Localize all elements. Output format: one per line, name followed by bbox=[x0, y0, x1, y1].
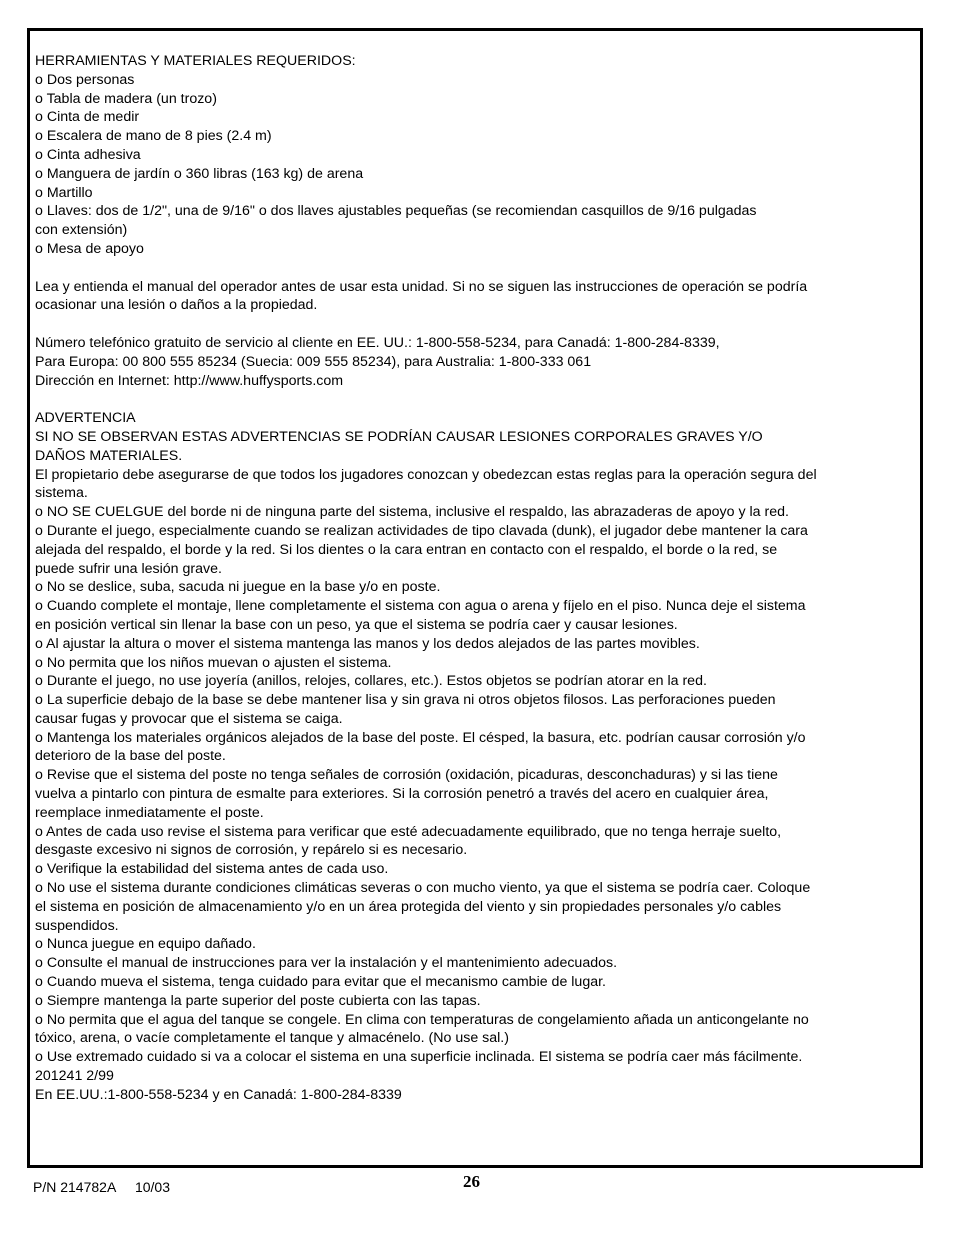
warning-line: 201241 2/99 bbox=[35, 1068, 114, 1085]
part-number: P/N 214782A 10/03 bbox=[33, 1179, 170, 1195]
warning-line: o Use extremado cuidado si va a colocar el sistema en una superficie inclinada. El sistema se podría caer más fácilmente. bbox=[35, 1049, 803, 1066]
warning-line: o Siempre mantenga la parte superior del poste cubierta con las tapas. bbox=[35, 992, 481, 1009]
warning-line: desgaste excesivo ni signos de corrosión, y repárelo si es necesario. bbox=[35, 842, 468, 859]
tools-list-item: o Dos personas bbox=[35, 71, 135, 88]
warning-line: o No use el sistema durante condiciones climáticas severas o con mucho viento, ya que el sistema se podría caer. Coloque bbox=[35, 880, 811, 897]
warning-line: o Cuando mueva el sistema, tenga cuidado para evitar que el mecanismo cambie de lugar. bbox=[35, 974, 606, 991]
warning-line: o Mantenga los materiales orgánicos alejados de la base del poste. El césped, la basura, etc. podrían causar corrosión y/o bbox=[35, 729, 806, 746]
tools-list-item: o Martillo bbox=[35, 184, 93, 201]
contact-info bbox=[35, 334, 905, 390]
warning-line: o Nunca juegue en equipo dañado. bbox=[35, 936, 256, 953]
manual-notice bbox=[35, 278, 905, 316]
warning-line: En EE.UU.:1-800-558-5234 y en Canadá: 1-800-284-8339 bbox=[35, 1086, 402, 1103]
manual-notice-line: Lea y entienda el manual del operador antes de usar esta unidad. Si no se siguen las instrucciones de operación se podría bbox=[35, 278, 808, 295]
warning-line: tóxico, arena, o vacíe completamente el tanque y almacénelo. (No use sal.) bbox=[35, 1030, 509, 1047]
warning-line: puede sufrir una lesión grave. bbox=[35, 560, 222, 577]
warning-line: o Durante el juego, especialmente cuando se realizan actividades de tipo clavada (dunk), el jugador debe mantener la cara bbox=[35, 522, 808, 539]
warning-line: SI NO SE OBSERVAN ESTAS ADVERTENCIAS SE PODRÍAN CAUSAR LESIONES CORPORALES GRAVES Y/O bbox=[35, 428, 763, 445]
warning-heading: ADVERTENCIA bbox=[35, 410, 136, 427]
warning-line: o Revise que el sistema del poste no tenga señales de corrosión (oxidación, picaduras, desconchaduras) y si las tiene bbox=[35, 767, 778, 784]
warning-line: o Verifique la estabilidad del sistema antes de cada uso. bbox=[35, 861, 389, 878]
tools-list-item: o Mesa de apoyo bbox=[35, 240, 144, 257]
tools-list-item: o Cinta de medir bbox=[35, 109, 140, 126]
document-body bbox=[35, 52, 905, 1105]
warning-line: el sistema en posición de almacenamiento y/o en un área protegida del viento y sin propiedades personales y/o cables bbox=[35, 898, 782, 915]
warning-line: o Durante el juego, no use joyería (anillos, relojes, collares, etc.). Estos objetos se podrían atorar en la red. bbox=[35, 673, 707, 690]
tools-list-item: o Tabla de madera (un trozo) bbox=[35, 90, 217, 107]
warning-line: sistema. bbox=[35, 485, 88, 502]
page-number: 26 bbox=[463, 1172, 480, 1191]
spacer bbox=[35, 315, 905, 334]
warning-line: o No permita que los niños muevan o ajusten el sistema. bbox=[35, 654, 392, 671]
warning-line: causar fugas y provocar que el sistema se caiga. bbox=[35, 710, 343, 727]
warning-line: o No permita que el agua del tanque se congele. En clima con temperaturas de congelamiento añada un anticongelante no bbox=[35, 1011, 809, 1028]
warning-line: vuelva a pintarlo con pintura de esmalte para exteriores. Si la corrosión penetró a través del acero en cualquier área, bbox=[35, 786, 769, 803]
warning-line: en posición vertical sin llenar la base con un peso, ya que el sistema se podría caer y causar lesiones. bbox=[35, 616, 678, 633]
warning-line: o Consulte el manual de instrucciones para ver la instalación y el mantenimiento adecuados. bbox=[35, 955, 618, 972]
tools-section bbox=[35, 52, 905, 259]
warning-line: o No se deslice, suba, sacuda ni juegue en la base y/o en poste. bbox=[35, 579, 441, 596]
warning-line: alejada del respaldo, el borde y la red. Si los dientes o la cara entran en contacto con el respaldo, el borde o la red, se bbox=[35, 541, 778, 558]
contact-line: Para Europa: 00 800 555 85234 (Suecia: 009 555 85234), para Australia: 1-800-333 061 bbox=[35, 353, 592, 370]
warning-line: reemplace inmediatamente el poste. bbox=[35, 804, 264, 821]
warning-line: deterioro de la base del poste. bbox=[35, 748, 226, 765]
contact-line: Dirección en Internet: http://www.huffysports.com bbox=[35, 372, 344, 389]
tools-list-item: o Escalera de mano de 8 pies (2.4 m) bbox=[35, 128, 272, 145]
warning-line: suspendidos. bbox=[35, 917, 119, 934]
warning-line: o Cuando complete el montaje, llene completamente el sistema con agua o arena y fíjelo en el piso. Nunca deje el sistema bbox=[35, 598, 806, 615]
tools-heading: HERRAMIENTAS Y MATERIALES REQUERIDOS: bbox=[35, 53, 356, 69]
warning-line: o Al ajustar la altura o mover el sistema mantenga las manos y los dedos alejados de las partes movibles. bbox=[35, 635, 700, 652]
warning-lines bbox=[35, 428, 905, 1105]
tools-list-item: o Manguera de jardín o 360 libras (163 kg) de arena bbox=[35, 165, 364, 182]
warning-line: o Antes de cada uso revise el sistema para verificar que esté adecuadamente equilibrado, que no tenga herraje suelto, bbox=[35, 823, 782, 840]
manual-notice-line: ocasionar una lesión o daños a la propiedad. bbox=[35, 297, 318, 314]
warning-section bbox=[35, 409, 905, 1104]
spacer bbox=[35, 259, 905, 278]
spacer bbox=[35, 390, 905, 409]
warning-line: El propietario debe asegurarse de que todos los jugadores conozcan y obedezcan estas reglas para la operación segura del bbox=[35, 466, 817, 483]
warning-line: DAÑOS MATERIALES. bbox=[35, 447, 183, 464]
contact-line: Número telefónico gratuito de servicio al cliente en EE. UU.: 1-800-558-5234, para Canadá: 1-800-284-8339, bbox=[35, 334, 720, 351]
warning-line: o NO SE CUELGUE del borde ni de ninguna parte del sistema, inclusive el respaldo, las abrazaderas de apoyo y la red. bbox=[35, 504, 789, 521]
tools-list-item: o Llaves: dos de 1/2", una de 9/16" o dos llaves ajustables pequeñas (se recomiendan casquillos de 9/16 pulgadas bbox=[35, 203, 757, 220]
tools-list-item: o Cinta adhesiva bbox=[35, 146, 141, 163]
warning-line: o La superficie debajo de la base se debe mantener lisa y sin grava ni otros objetos filosos. Las perforaciones pueden bbox=[35, 692, 776, 709]
tools-list-item: con extensión) bbox=[35, 222, 128, 239]
